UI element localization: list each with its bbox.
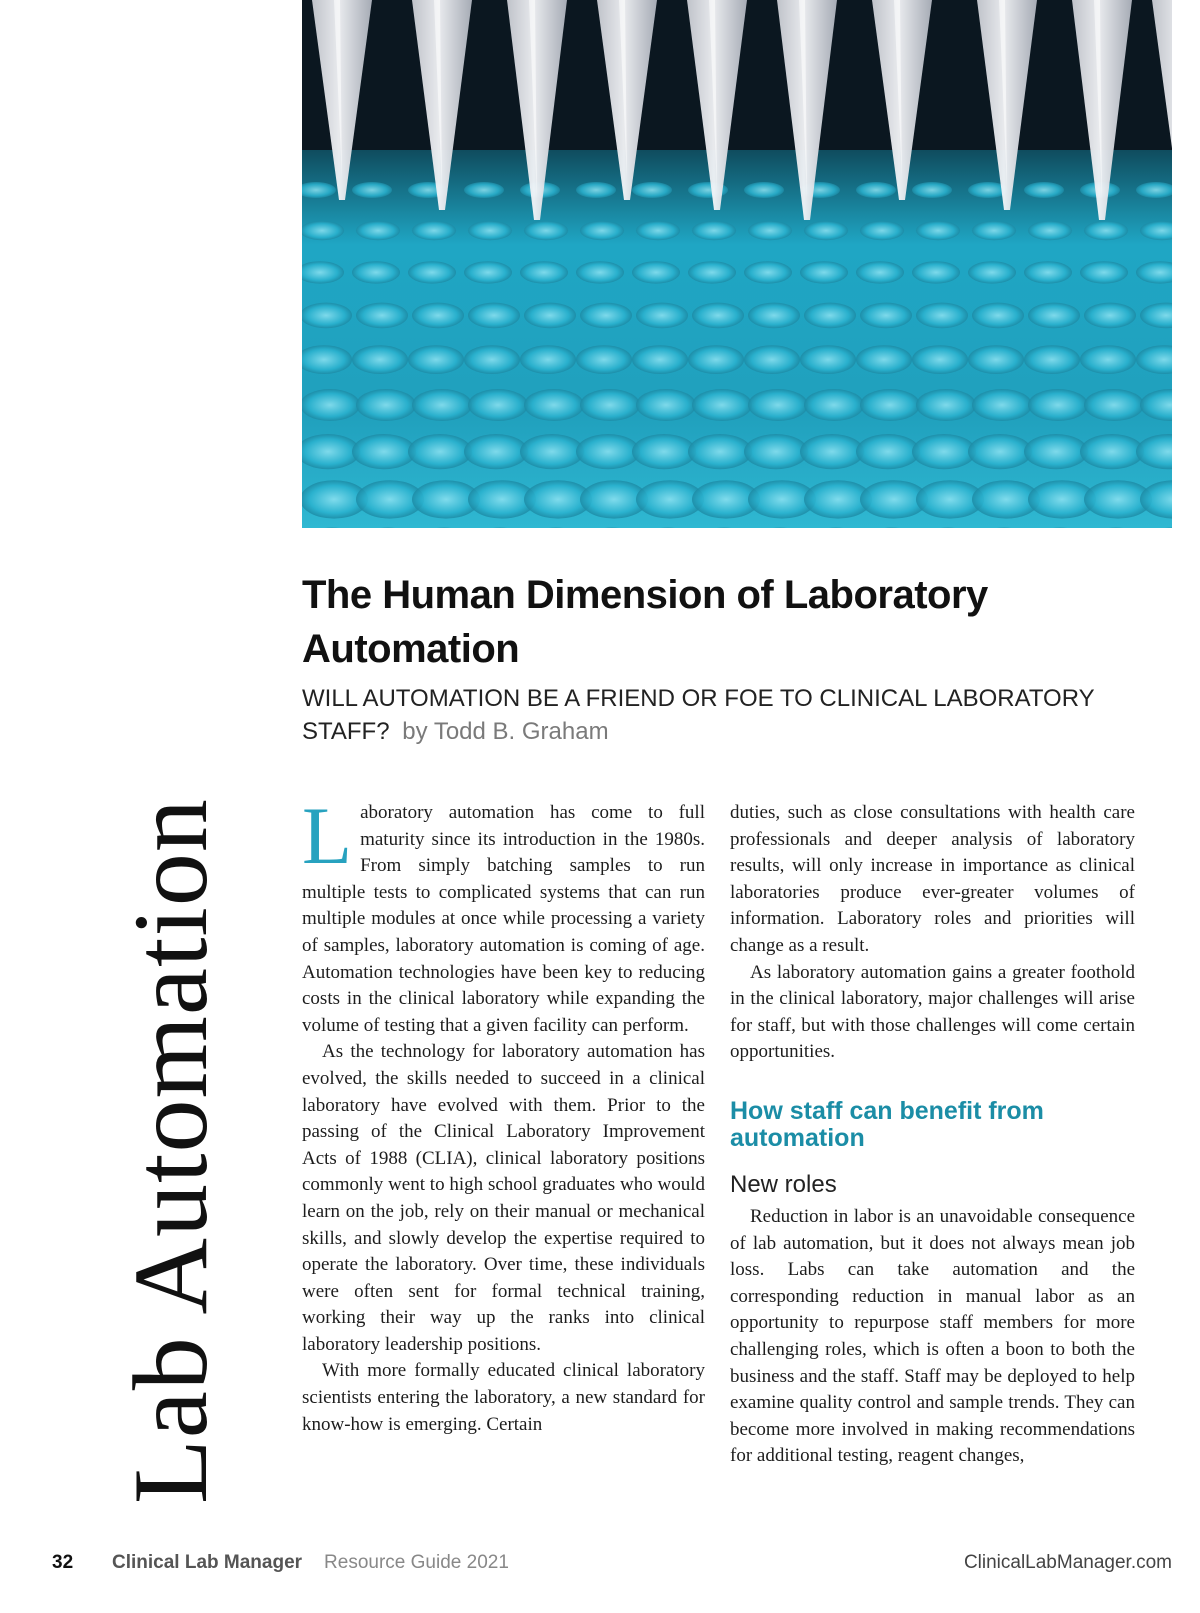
well [632,434,696,469]
magazine-name: Clinical Lab Manager [112,1552,303,1573]
well [468,221,512,240]
well [804,221,848,240]
well [744,434,808,469]
paragraph: Reduction in labor is an unavoidable consequence of lab automation, but it does not always mean job loss. Labs can take automation and the corresponding reduction in manual labor as an opportunity to repurpose staff members for more challenging roles, which is often a boon to both the business and the staff. Staff may be deployed to help examine quality control and sample trends. They can become more involved in making recommendations for additional testing, reagent changes, [730,1205,1135,1467]
well [520,345,576,374]
well [576,434,640,469]
well [860,221,904,240]
well [412,389,472,421]
well [580,303,632,329]
well [800,434,864,469]
paragraph-text: aboratory automation has come to full maturity since its introduction in the 1980s. From simply batching samples to run multiple tests to complicated systems that can run multiple modules at once while processing a variety of samples, laboratory automation is coming of age. Automation technologies have been key to reducing costs in the clinical laboratory while expanding the volume of testing that a given facility can perform. [302,802,705,1036]
well [464,434,528,469]
well [860,303,912,329]
paragraph: duties, such as close consultations with health care professionals and deeper analysis of laboratory results, will only increase in importance as clinical laboratories produce ever-greater volumes of information. Laboratory roles and priorities will change as a result. [730,802,1135,956]
well [576,345,632,374]
well [912,434,976,469]
well [632,261,680,283]
well [800,345,856,374]
well [464,182,504,198]
well [520,434,584,469]
left-column [302,790,705,1438]
well [1028,221,1072,240]
well [748,303,800,329]
well [744,182,784,198]
well [968,434,1032,469]
hero-image [302,0,1172,528]
section-label: Lab Automation [112,798,229,1504]
page-number: 32 [52,1552,74,1573]
well [688,261,736,283]
well [468,389,528,421]
well [408,261,456,283]
well [968,261,1016,283]
well [1028,389,1088,421]
well [302,389,360,421]
page-footer [52,1548,1172,1578]
well [352,434,416,469]
well [412,221,456,240]
well [1024,182,1064,198]
well [580,389,640,421]
paragraph: With more formally educated clinical laboratory scientists entering the laboratory, a new standard for know-how is emerging. Certain [302,1360,705,1435]
subsection-heading: New roles [730,1170,837,1198]
well [1024,261,1072,283]
well [1084,221,1128,240]
well [580,221,624,240]
well [856,434,920,469]
well [524,303,576,329]
well [856,261,904,283]
well [352,182,392,198]
well [412,303,464,329]
issue-name: Resource Guide 2021 [324,1552,509,1573]
well [576,261,624,283]
well [748,221,792,240]
well [968,345,1024,374]
well [916,303,968,329]
well [356,303,408,329]
well [352,345,408,374]
well [1084,303,1136,329]
drop-cap: L [302,790,353,881]
well [524,389,584,421]
byline: by Todd B. Graham [402,718,609,745]
well [464,345,520,374]
well [744,345,800,374]
well [636,221,680,240]
well [744,261,792,283]
well [636,303,688,329]
well [352,261,400,283]
well [692,389,752,421]
well [464,261,512,283]
well [1024,345,1080,374]
right-column [730,800,1135,1470]
well [1084,389,1144,421]
well [688,345,744,374]
well [912,182,952,198]
well [804,389,864,421]
paragraph: As the technology for laboratory automation has evolved, the skills needed to succeed in a clinical laboratory have evolved with them. Prior to the passing of the Clinical Laboratory Improvement Acts of 1988 (CLIA), clinical laboratory positions commonly went to high school graduates who would learn on the job, rely on their manual or mechanical skills, and slowly develop the expertise required to operate the laboratory. Over time, these individuals were often sent for formal technical training, working their way up the ranks into clinical laboratory leadership positions. [302,1041,705,1355]
well [916,389,976,421]
section-heading: How staff can benefit from automation [730,1096,1044,1152]
well [804,303,856,329]
article-subtitle [302,682,1162,748]
well [692,221,736,240]
pipette-plate-illustration [302,0,1172,528]
well [856,345,912,374]
well [1024,434,1088,469]
well [856,182,896,198]
paragraph [302,790,705,1039]
well [1080,434,1144,469]
well [692,303,744,329]
well [912,261,960,283]
well [800,261,848,283]
well [356,221,400,240]
well [356,389,416,421]
well [912,345,968,374]
subtitle-text: WILL AUTOMATION BE A FRIEND OR FOE TO CLINICAL LABORATORY STAFF? [302,685,1095,745]
well [1080,261,1128,283]
paragraph: As laboratory automation gains a greater foothold in the clinical laboratory, major challenges will arise for staff, but with those challenges will come certain opportunities. [730,961,1135,1063]
well [748,389,808,421]
well [972,389,1032,421]
well [972,221,1016,240]
well [302,221,344,240]
well [688,434,752,469]
well [408,434,472,469]
well [468,303,520,329]
well [520,261,568,283]
well [916,221,960,240]
well [524,221,568,240]
well [972,303,1024,329]
well [1080,345,1136,374]
well [632,345,688,374]
article-title: The Human Dimension of Laboratory Automation [302,573,988,671]
well [576,182,616,198]
website-link[interactable]: ClinicalLabManager.com [963,1552,1172,1573]
well [860,389,920,421]
well [1028,303,1080,329]
well [302,303,352,329]
well [636,389,696,421]
well [632,182,672,198]
well [408,345,464,374]
